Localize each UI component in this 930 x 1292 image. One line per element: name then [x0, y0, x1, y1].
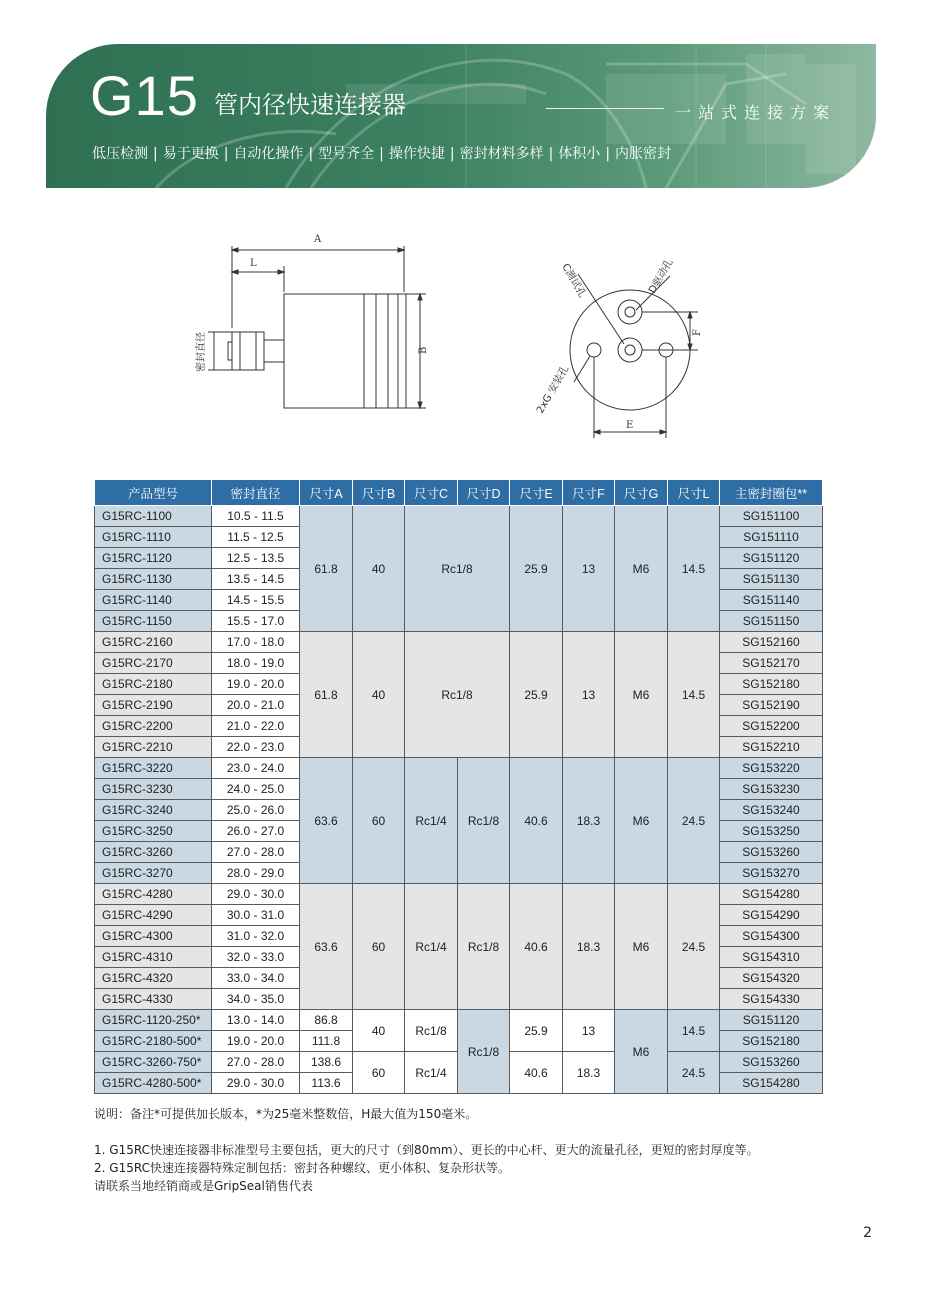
seal-diameter-cell: 29.0 - 30.0	[212, 884, 300, 905]
dim-a-label: A	[314, 234, 322, 245]
dim-f-label: F	[692, 329, 703, 336]
slogan-rule	[546, 108, 664, 109]
dim-cd-cell: Rc1/8	[405, 506, 510, 632]
model-cell: G15RC-2160	[95, 632, 212, 653]
dim-a-cell: 113.6	[300, 1073, 353, 1094]
seal-diameter-cell: 33.0 - 34.0	[212, 968, 300, 989]
seal-diameter-cell: 20.0 - 21.0	[212, 695, 300, 716]
seal-pack-cell: SG154290	[720, 905, 823, 926]
seal-pack-cell: SG151130	[720, 569, 823, 590]
feature-item: 密封材料多样	[459, 146, 544, 162]
table-row	[95, 632, 823, 653]
seal-diameter-cell: 15.5 - 17.0	[212, 611, 300, 632]
model-cell: G15RC-4310	[95, 947, 212, 968]
dim-c-cell: Rc1/8	[405, 1010, 458, 1052]
col-header: 尺寸B	[353, 480, 405, 506]
seal-pack-cell: SG154320	[720, 968, 823, 989]
col-header: 尺寸L	[668, 480, 720, 506]
header-banner	[46, 44, 876, 188]
seal-diameter-cell: 10.5 - 11.5	[212, 506, 300, 527]
col-header: 尺寸G	[615, 480, 668, 506]
notes-spacer	[94, 1123, 759, 1141]
feature-item: 内胀密封	[615, 146, 672, 162]
table-row	[95, 758, 823, 779]
model-cell: G15RC-1100	[95, 506, 212, 527]
model-cell: G15RC-3220	[95, 758, 212, 779]
dim-cd-cell: Rc1/8	[405, 632, 510, 758]
dim-e-label: E	[626, 420, 634, 431]
dim-l-cell: 24.5	[668, 884, 720, 1010]
col-header: 尺寸F	[563, 480, 615, 506]
model-cell: G15RC-2180	[95, 674, 212, 695]
seal-diameter-cell: 24.0 - 25.0	[212, 779, 300, 800]
seal-diameter-cell: 23.0 - 24.0	[212, 758, 300, 779]
model-cell: G15RC-2180-500*	[95, 1031, 212, 1052]
seal-diameter-cell: 11.5 - 12.5	[212, 527, 300, 548]
seal-pack-cell: SG151100	[720, 506, 823, 527]
col-header: 尺寸A	[300, 480, 353, 506]
seal-pack-cell: SG151120	[720, 548, 823, 569]
seal-diameter-cell: 30.0 - 31.0	[212, 905, 300, 926]
model-cell: G15RC-3260	[95, 842, 212, 863]
model-cell: G15RC-3230	[95, 779, 212, 800]
product-model-title: G15	[90, 64, 199, 127]
dim-c-cell: Rc1/4	[405, 758, 458, 884]
dim-b-cell: 60	[353, 1052, 405, 1094]
seal-diameter-cell: 12.5 - 13.5	[212, 548, 300, 569]
seal-pack-cell: SG152200	[720, 716, 823, 737]
seal-pack-cell: SG153250	[720, 821, 823, 842]
dim-b-cell: 60	[353, 758, 405, 884]
model-cell: G15RC-4280-500*	[95, 1073, 212, 1094]
seal-pack-cell: SG151120	[720, 1010, 823, 1031]
dim-e-cell: 25.9	[510, 632, 563, 758]
seal-pack-cell: SG154280	[720, 1073, 823, 1094]
dim-f-cell: 18.3	[563, 1052, 615, 1094]
note-line: 1. G15RC快速连接器非标准型号主要包括，更大的尺寸（到80mm）、更长的中心杆、更大的流量孔径，更短的密封厚度等。	[94, 1143, 759, 1157]
spec-table	[94, 479, 823, 1094]
feature-item: 型号齐全	[318, 146, 375, 162]
dim-a-cell: 61.8	[300, 632, 353, 758]
front-view-drawing	[520, 252, 720, 447]
seal-pack-cell: SG153260	[720, 842, 823, 863]
model-cell: G15RC-1110	[95, 527, 212, 548]
col-header: 尺寸E	[510, 480, 563, 506]
dim-e-cell: 40.6	[510, 884, 563, 1010]
model-cell: G15RC-1150	[95, 611, 212, 632]
seal-diameter-cell: 26.0 - 27.0	[212, 821, 300, 842]
model-cell: G15RC-1130	[95, 569, 212, 590]
seal-diameter-cell: 18.0 - 19.0	[212, 653, 300, 674]
seal-diameter-cell: 27.0 - 28.0	[212, 1052, 300, 1073]
feature-item: 易于更换	[162, 146, 219, 162]
model-cell: G15RC-3270	[95, 863, 212, 884]
col-header: 尺寸D	[458, 480, 510, 506]
col-header: 尺寸C	[405, 480, 458, 506]
note-line: 请联系当地经销商或是GripSeal销售代表	[94, 1179, 313, 1193]
dim-c-cell: Rc1/4	[405, 884, 458, 1010]
seal-diameter-cell: 19.0 - 20.0	[212, 1031, 300, 1052]
model-cell: G15RC-1120	[95, 548, 212, 569]
feature-item: 低压检测	[92, 146, 148, 162]
dim-a-cell: 86.8	[300, 1010, 353, 1031]
model-cell: G15RC-4320	[95, 968, 212, 989]
seal-pack-cell: SG151140	[720, 590, 823, 611]
seal-diameter-cell: 29.0 - 30.0	[212, 1073, 300, 1094]
seal-diameter-cell: 13.0 - 14.0	[212, 1010, 300, 1031]
model-cell: G15RC-3250	[95, 821, 212, 842]
seal-diameter-cell: 34.0 - 35.0	[212, 989, 300, 1010]
dim-b-cell: 40	[353, 1010, 405, 1052]
dim-g-cell: M6	[615, 1010, 668, 1094]
dim-g-cell: M6	[615, 884, 668, 1010]
dim-e-cell: 25.9	[510, 1010, 563, 1052]
feature-item: 体积小	[558, 146, 601, 162]
dim-f-cell: 18.3	[563, 884, 615, 1010]
seal-diameter-cell: 19.0 - 20.0	[212, 674, 300, 695]
table-row	[95, 884, 823, 905]
seal-diameter-cell: 28.0 - 29.0	[212, 863, 300, 884]
seal-diameter-label: 密封直径	[196, 332, 207, 372]
model-cell: G15RC-4290	[95, 905, 212, 926]
seal-pack-cell: SG152210	[720, 737, 823, 758]
dim-f-cell: 13	[563, 632, 615, 758]
model-cell: G15RC-4280	[95, 884, 212, 905]
remark-note: 说明：备注*可提供加长版本，*为25毫米整数倍，H最大值为150毫米。	[94, 1107, 478, 1121]
dim-f-cell: 18.3	[563, 758, 615, 884]
seal-pack-cell: SG153220	[720, 758, 823, 779]
dim-f-cell: 13	[563, 506, 615, 632]
seal-pack-cell: SG152190	[720, 695, 823, 716]
dim-c-cell: Rc1/4	[405, 1052, 458, 1094]
dim-b-cell: 40	[353, 632, 405, 758]
page-number: 2	[863, 1225, 872, 1241]
seal-diameter-cell: 21.0 - 22.0	[212, 716, 300, 737]
model-cell: G15RC-2190	[95, 695, 212, 716]
dim-e-cell: 25.9	[510, 506, 563, 632]
dim-d-cell: Rc1/8	[458, 884, 510, 1010]
seal-pack-cell: SG152160	[720, 632, 823, 653]
dim-g-cell: M6	[615, 506, 668, 632]
seal-diameter-cell: 14.5 - 15.5	[212, 590, 300, 611]
table-row	[95, 1010, 823, 1031]
dim-b-label: B	[418, 346, 429, 354]
col-header: 主密封圈包**	[720, 480, 823, 506]
model-cell: G15RC-2170	[95, 653, 212, 674]
dim-a-cell: 63.6	[300, 884, 353, 1010]
seal-pack-cell: SG152180	[720, 674, 823, 695]
dim-l-cell: 14.5	[668, 506, 720, 632]
note-line: 2. G15RC快速连接器特殊定制包括：密封各种螺纹、更小体积、复杂形状等。	[94, 1161, 510, 1175]
model-cell: G15RC-4300	[95, 926, 212, 947]
g-mount-hole-label: 2xG 安装孔	[535, 363, 572, 416]
dim-b-cell: 60	[353, 884, 405, 1010]
dim-d-cell: Rc1/8	[458, 1010, 510, 1094]
seal-pack-cell: SG154300	[720, 926, 823, 947]
dim-l-cell: 24.5	[668, 1052, 720, 1094]
seal-pack-cell: SG153230	[720, 779, 823, 800]
dim-l-cell: 24.5	[668, 758, 720, 884]
dim-l-cell: 14.5	[668, 632, 720, 758]
dim-g-cell: M6	[615, 632, 668, 758]
model-cell: G15RC-3240	[95, 800, 212, 821]
feature-item: 操作快捷	[388, 146, 445, 162]
seal-pack-cell: SG154330	[720, 989, 823, 1010]
seal-diameter-cell: 17.0 - 18.0	[212, 632, 300, 653]
dim-a-cell: 138.6	[300, 1052, 353, 1073]
dim-l-label: L	[250, 258, 257, 269]
model-cell: G15RC-3260-750*	[95, 1052, 212, 1073]
c-test-hole-label: C测试孔	[559, 262, 588, 300]
feature-item: 自动化操作	[233, 146, 304, 162]
seal-diameter-cell: 22.0 - 23.0	[212, 737, 300, 758]
dim-a-cell: 61.8	[300, 506, 353, 632]
d-drive-hole-label: D驱动孔	[647, 257, 676, 296]
dim-f-cell: 13	[563, 1010, 615, 1052]
seal-pack-cell: SG153260	[720, 1052, 823, 1073]
slogan: 一站式连接方案	[674, 103, 836, 122]
model-cell: G15RC-2210	[95, 737, 212, 758]
dim-l-cell: 14.5	[668, 1010, 720, 1052]
model-cell: G15RC-1120-250*	[95, 1010, 212, 1031]
seal-pack-cell: SG154310	[720, 947, 823, 968]
model-cell: G15RC-2200	[95, 716, 212, 737]
seal-diameter-cell: 13.5 - 14.5	[212, 569, 300, 590]
seal-pack-cell: SG152180	[720, 1031, 823, 1052]
model-cell: G15RC-1140	[95, 590, 212, 611]
dim-d-cell: Rc1/8	[458, 758, 510, 884]
col-header: 产品型号	[95, 480, 212, 506]
seal-pack-cell: SG154280	[720, 884, 823, 905]
dim-a-cell: 111.8	[300, 1031, 353, 1052]
dim-e-cell: 40.6	[510, 1052, 563, 1094]
notes-section	[94, 1105, 759, 1195]
table-row	[95, 506, 823, 527]
seal-pack-cell: SG151150	[720, 611, 823, 632]
seal-diameter-cell: 25.0 - 26.0	[212, 800, 300, 821]
seal-diameter-cell: 31.0 - 32.0	[212, 926, 300, 947]
dim-g-cell: M6	[615, 758, 668, 884]
dim-a-cell: 63.6	[300, 758, 353, 884]
table-header-row	[95, 480, 823, 506]
dim-e-cell: 40.6	[510, 758, 563, 884]
seal-diameter-cell: 32.0 - 33.0	[212, 947, 300, 968]
dim-b-cell: 40	[353, 506, 405, 632]
seal-diameter-cell: 27.0 - 28.0	[212, 842, 300, 863]
model-cell: G15RC-4330	[95, 989, 212, 1010]
seal-pack-cell: SG151110	[720, 527, 823, 548]
side-view-drawing	[190, 228, 440, 428]
col-header: 密封直径	[212, 480, 300, 506]
feature-list: 低压检测 | 易于更换 | 自动化操作 | 型号齐全 | 操作快捷 | 密封材料多样 | 体积小 | 内胀密封	[92, 146, 672, 162]
seal-pack-cell: SG153240	[720, 800, 823, 821]
seal-pack-cell: SG153270	[720, 863, 823, 884]
seal-pack-cell: SG152170	[720, 653, 823, 674]
product-name-title: 管内径快速连接器	[214, 91, 406, 119]
